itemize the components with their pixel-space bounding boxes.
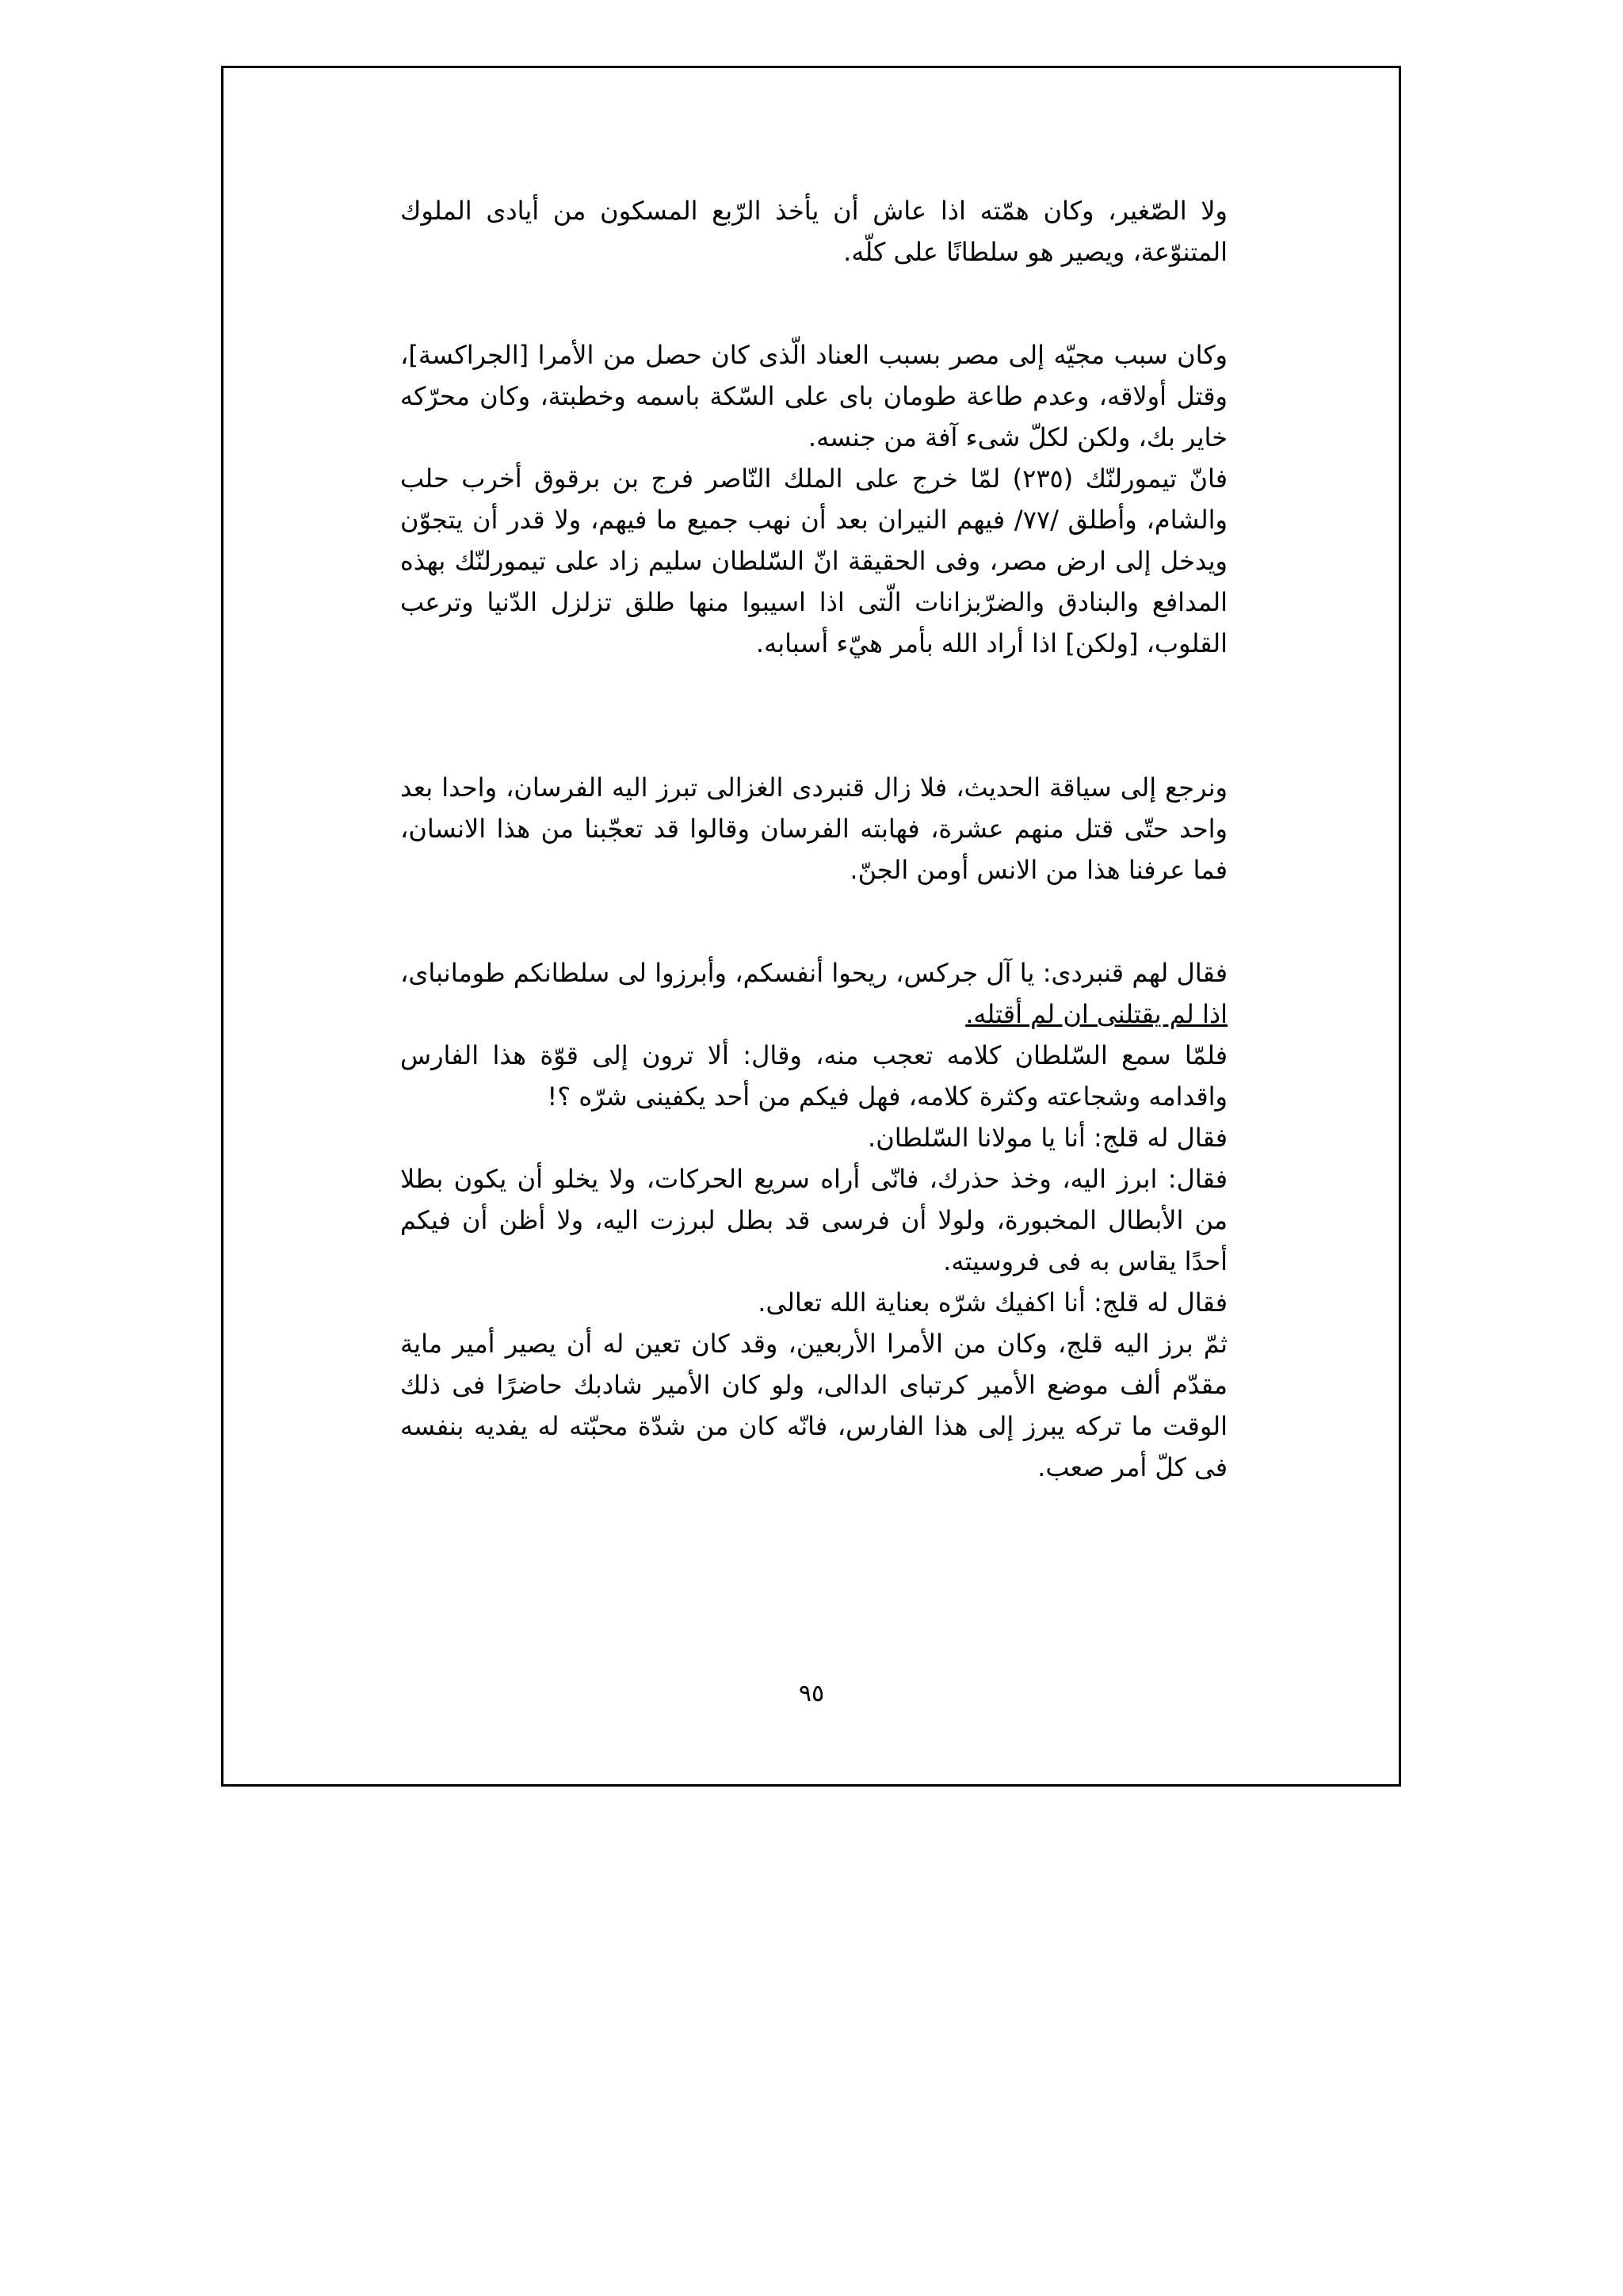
paragraph-8: فقال: ابرز اليه، وخذ حذرك، فانّى أراه سريع الحركات، ولا يخلو أن يكون بطلا من الأبطال المخبورة، ولولا أن فرسى قد بطل لبرزت اليه، ولا أظن أن فيكم أحدًا يقاس به فى فروسيته. bbox=[400, 1164, 1228, 1276]
body-text-middle bbox=[400, 334, 1228, 664]
paragraph-3: فانّ تيمورلنّك (٢٣٥) لمّا خرج على الملك النّاصر فرج بن برقوق أخرب حلب والشام، وأطلق /٧٧/ فيهم النيران بعد أن نهب جميع ما فيهم، ولا قدر أن يتجوّن ويدخل إلى ارض مصر، وفى الحقيقة انّ السّلطان سليم زاد على تيمورلنّك بهذه المدافع والبنادق والضرّبزانات الّتى اذا اسيبوا منها طلق تزلزل الدّنيا وترعب القلوب، [ولكن] اذا أراد الله بأمر هيّء أسبابه. bbox=[400, 463, 1228, 658]
paragraph-5 bbox=[400, 952, 1228, 1035]
paragraph-6: فلمّا سمع السّلطان كلامه تعجب منه، وقال: ألا ترون إلى قوّة هذا الفارس واقدامه وشجاعته وكثرة كلامه، فهل فيكم من أحد يكفينى شرّه ؟! bbox=[400, 1040, 1228, 1112]
paragraph-7: فقال له قلج: أنا يا مولانا السّلطان. bbox=[868, 1123, 1228, 1153]
underlined-phrase: اذا لم يقتلنى ان لم أقتله. bbox=[965, 999, 1228, 1029]
paragraph-2: وكان سبب مجيّه إلى مصر بسبب العناد الّذى كان حصل من الأمرا [الجراكسة]، وقتل أولاقه، وعدم طاعة طومان باى على السّكة باسمه وخطبتة، وكان محرّكه خاير بك، ولكن لكلّ شىء آفة من جنسه. bbox=[400, 340, 1228, 452]
body-text-top bbox=[400, 190, 1228, 273]
paragraph-5-text: فقال لهم قنبردى: يا آل جركس، ريحوا أنفسكم، وأبرزوا لى سلطانكم طومانباى، bbox=[400, 958, 1228, 988]
paragraph-10: ثمّ برز اليه قلج، وكان من الأمرا الأربعين، وقد كان تعين له أن يصير أمير ماية مقدّم ألف موضع الأمير كرتباى الدالى، ولو كان الأمير شادبك حاضرًا فى ذلك الوقت ما تركه يبرز إلى هذا الفارس، فانّه كان من شدّة محبّته له يفديه بنفسه فى كلّ أمر صعب. bbox=[400, 1329, 1228, 1482]
paragraph-4: ونرجع إلى سياقة الحديث، فلا زال قنبردى الغزالى تبرز اليه الفرسان، واحدا بعد واحد حتّى قتل منهم عشرة، فهابته الفرسان وقالوا قد تعجّبنا من هذا الانسان، فما عرفنا هذا من الانس أومن الجنّ. bbox=[400, 772, 1228, 885]
page-border bbox=[221, 66, 1401, 1787]
body-text-dialogue bbox=[400, 952, 1228, 1488]
paragraph-1: ولا الصّغير، وكان همّته اذا عاش أن يأخذ الرّبع المسكون من أيادى الملوك المتنوّعة، ويصير هو سلطانًا على كلّه. bbox=[400, 196, 1228, 267]
body-text-lower bbox=[400, 767, 1228, 891]
page-number: ٩٥ bbox=[798, 1680, 825, 1707]
paragraph-9: فقال له قلج: أنا اكفيك شرّه بعناية الله تعالى. bbox=[758, 1287, 1228, 1318]
